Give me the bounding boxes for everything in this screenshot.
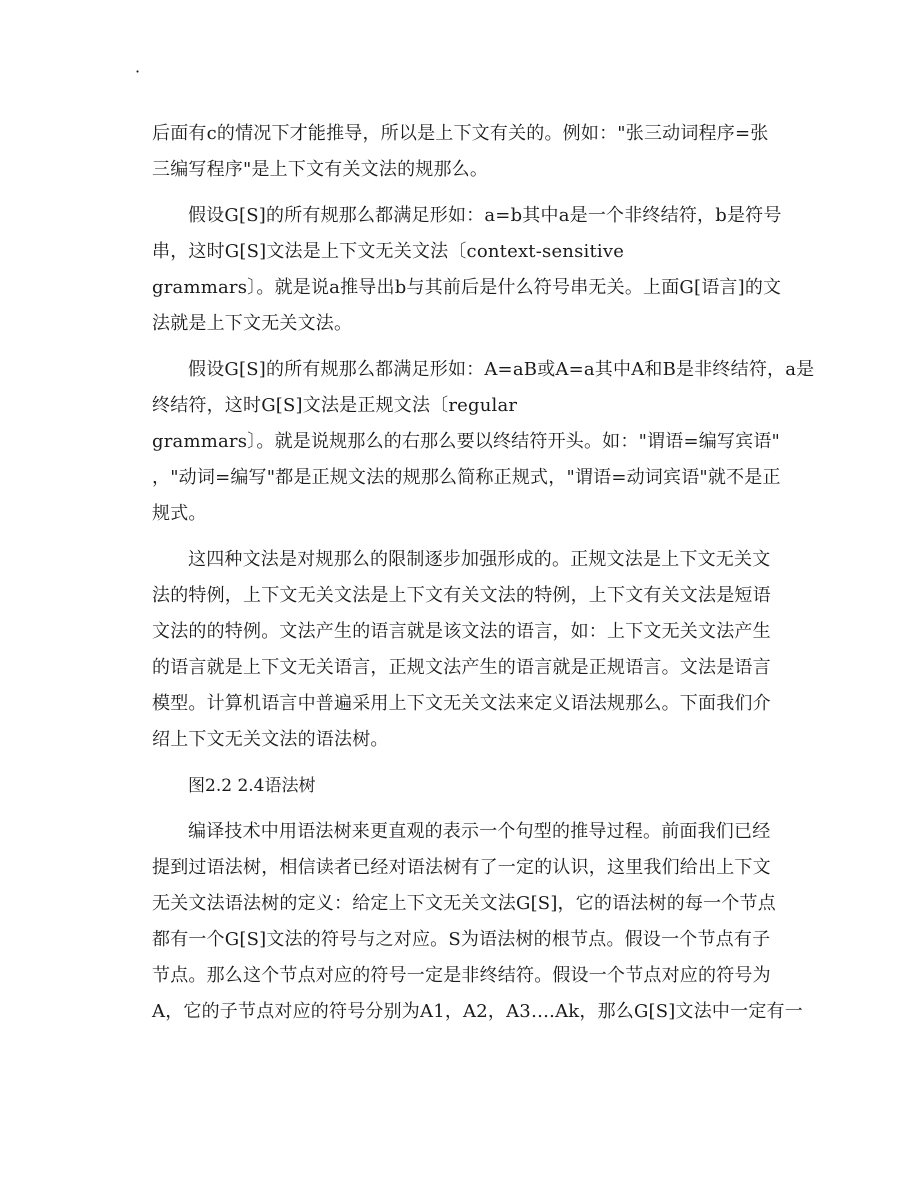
- text-line: 假设G[S]的所有规那么都满足形如：A=aB或A=a其中A和B是非终结符，a是: [188, 359, 815, 380]
- paragraph-regular: [152, 352, 815, 532]
- text-line: 节点。那么这个节点对应的符号一定是非终结符。假设一个节点对应的符号为: [152, 965, 771, 986]
- figure-caption: 图2.2 2.4语法树: [188, 776, 316, 796]
- text-line: grammars〕。就是说a推导出b与其前后是什么符号串无关。上面G[语言]的文: [152, 277, 782, 298]
- text-line: 模型。计算机语言中普遍采用上下文无关文法来定义语法规那么。下面我们介: [152, 693, 771, 714]
- text-line: 文法的的特例。文法产生的语言就是该文法的语言，如：上下文无关文法产生: [152, 621, 771, 642]
- paragraph-hierarchy: [152, 542, 770, 758]
- text-line: 绍上下文无关文法的语法树。: [152, 729, 389, 750]
- text-line: grammars〕。就是说规那么的右那么要以终结符开头。如："谓语=编写宾语": [152, 431, 781, 452]
- text-line: 这四种文法是对规那么的限制逐步加强形成的。正规文法是上下文无关文: [188, 549, 771, 570]
- paragraph-context-free: [152, 198, 782, 342]
- text-line: 后面有c的情况下才能推导，所以是上下文有关的。例如："张三动词程序=张: [152, 123, 769, 144]
- text-line: 都有一个G[S]文法的符号与之对应。S为语法树的根节点。假设一个节点有子: [152, 929, 771, 950]
- text-line: 无关文法语法树的定义：给定上下文无关文法G[S]，它的语法树的每一个节点: [152, 893, 776, 914]
- text-line: 编译技术中用语法树来更直观的表示一个句型的推导过程。前面我们已经: [188, 821, 771, 842]
- text-line: 规式。: [152, 503, 207, 524]
- text-line: ，"动词=编写"都是正规文法的规那么简称正规式，"谓语=动词宾语"就不是正: [152, 467, 781, 488]
- text-line: 法就是上下文无关文法。: [152, 313, 353, 334]
- paragraph-syntax-tree: [152, 814, 803, 1030]
- text-line: A，它的子节点对应的符号分别为A1，A2，A3….Ak，那么G[S]文法中一定有一: [152, 1001, 803, 1022]
- text-line: 串，这时G[S]文法是上下文无关文法〔context-sensitive: [152, 241, 625, 262]
- text-line: 提到过语法树，相信读者已经对语法树有了一定的认识，这里我们给出上下文: [152, 857, 771, 878]
- paragraph-continuation: [152, 116, 770, 188]
- text-line: 法的特例，上下文无关文法是上下文有关文法的特例，上下文有关文法是短语: [152, 585, 771, 606]
- document-body: [152, 116, 815, 1040]
- page-marker: ·: [135, 62, 141, 81]
- text-line: 三编写程序"是上下文有关文法的规那么。: [152, 159, 489, 180]
- text-line: 假设G[S]的所有规那么都满足形如：a=b其中a是一个非终结符，b是符号: [188, 205, 782, 226]
- text-line: 终结符，这时G[S]文法是正规文法〔regular: [152, 395, 518, 416]
- text-line: 的语言就是上下文无关语言，正规文法产生的语言就是正规语言。文法是语言: [152, 657, 771, 678]
